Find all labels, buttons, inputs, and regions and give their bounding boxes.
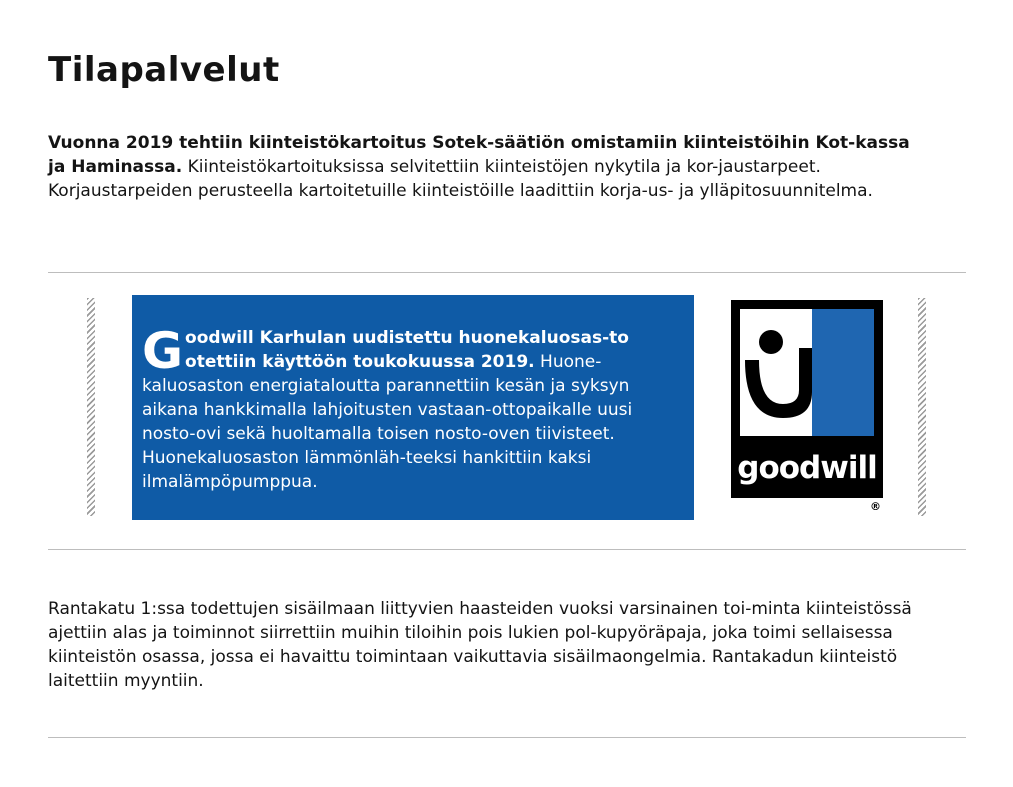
divider-bottom xyxy=(48,737,966,738)
highlight-box xyxy=(132,295,694,520)
dropcap-letter: G xyxy=(142,322,184,380)
intro-paragraph xyxy=(48,131,928,203)
highlight-lead: oodwill Karhulan uudistettu huonekaluosas-to otettiin käyttöön toukokuussa 2019. xyxy=(185,328,629,372)
hatch-decoration-left xyxy=(87,298,95,516)
intro-lead: Vuonna 2019 tehtiin kiinteistökartoitus Sotek-säätiön omistamiin kiinteistöihin Kot-kassa ja Haminassa. xyxy=(48,133,910,177)
page-title: Tilapalvelut xyxy=(48,50,280,90)
hatch-decoration-right xyxy=(918,298,926,516)
highlight-text: Huone-kaluosaston energiataloutta parannettiin kesän ja syksyn aikana hankkimalla lahjoitusten vastaan-ottopaikalle uusi nosto-ovi sekä huoltamalla toisen nosto-oven tiivisteet. Huonekaluosaston lämmönläh-teeksi hankittiin kaksi ilmalämpöpumppua. xyxy=(142,352,633,492)
divider-top xyxy=(48,272,966,273)
goodwill-smiling-g-icon xyxy=(731,300,883,440)
intro-text: Kiinteistökartoituksissa selvitettiin kiinteistöjen nykytila ja kor-jaustarpeet. Korjaustarpeiden perusteella kartoitetuille kiinteistöille laadittiin korja-us- ja ylläpitosuunnitelma. xyxy=(48,157,873,201)
logo-wordmark: goodwill xyxy=(737,450,877,486)
registered-mark: ® xyxy=(870,500,881,513)
body-paragraph: Rantakatu 1:ssa todettujen sisäilmaan liittyvien haasteiden vuoksi varsinainen toi-minta kiinteistössä ajettiin alas ja toiminnot siirrettiin muihin tiloihin pois lukien pol-kupyöräpaja, joka toimi sellaisessa kiinteistön osassa, jossa ei havaittu toimintaan vaikuttavia sisäilmaongelmia. Rantakadun kiinteistö laitettiin myyntiin. xyxy=(48,599,912,691)
divider-middle xyxy=(48,549,966,550)
goodwill-logo xyxy=(731,300,883,498)
